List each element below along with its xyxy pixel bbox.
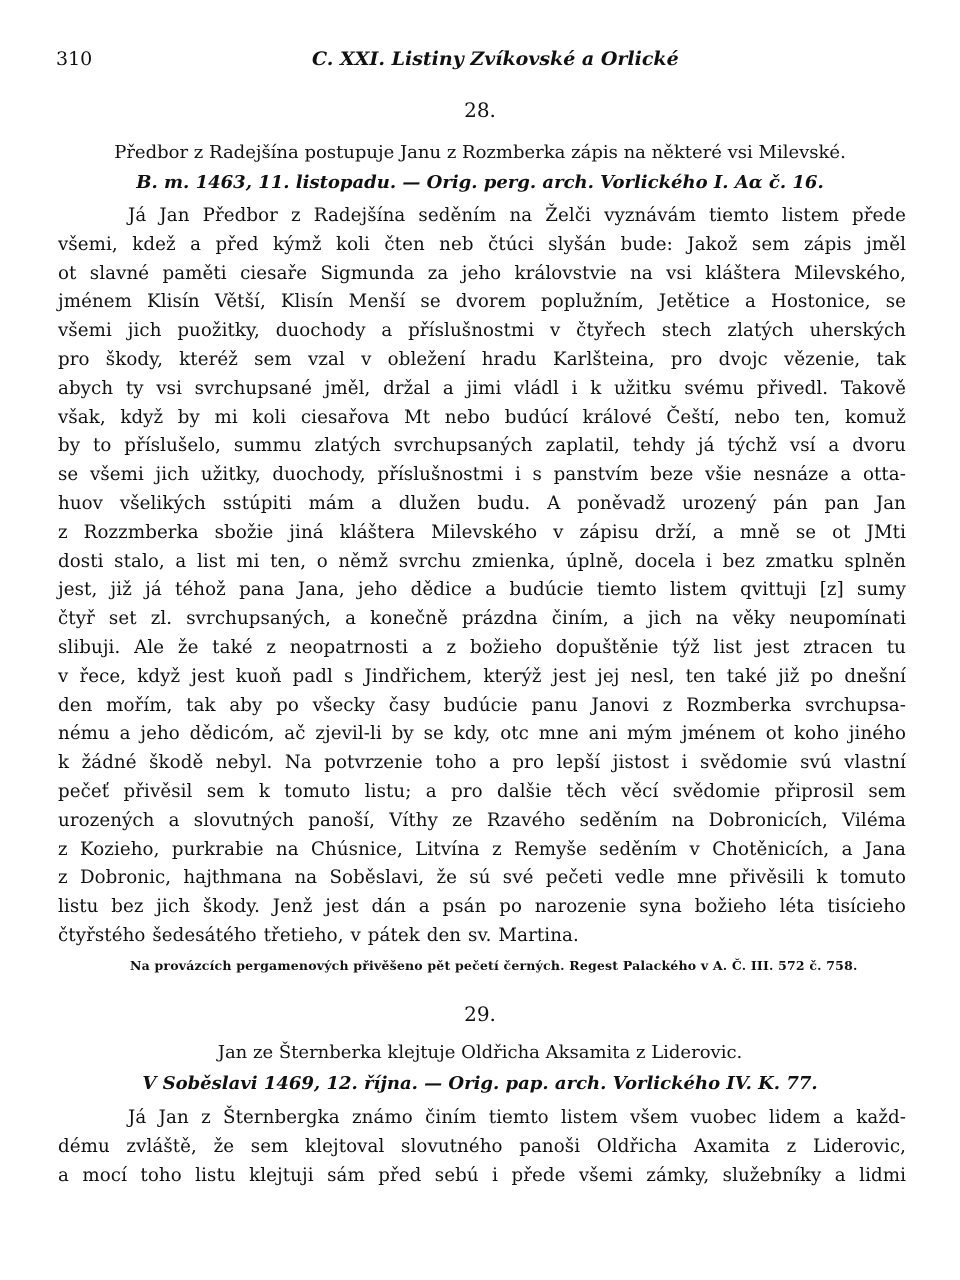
text-line: ot slavné paměti ciesaře Sigmunda za jeho královstvie na vsi kláštera Milevského,	[58, 262, 906, 284]
text-line: všemi jich puožitky, duochody a příslušnostmi v čtyřech stech zlatých uherských	[58, 320, 906, 342]
text-line: a mocí toho listu klejtuji sám před sebú i přede všemi zámky, služebníky a lidmi	[58, 1164, 906, 1186]
text-line: huov všelikých sstúpiti mám a dlužen budu. A poněvadž urozený pán pan Jan	[58, 492, 906, 514]
text-line: pečeť přivěsil sem k tomuto listu; a pro dalšie těch věcí svědomie připrosil sem	[58, 780, 906, 802]
running-head	[0, 48, 960, 78]
text-line: z Dobronic, hajthmana na Soběslavi, že sú své pečeti vedle mne přivěsili k tomuto	[58, 867, 906, 889]
running-title: C. XXI. Listiny Zvíkovské a Orlické	[312, 48, 679, 70]
doc29-source: V Soběslavi 1469, 12. října. — Orig. pap. arch. Vorlického IV. K. 77.	[142, 1073, 818, 1094]
text-line: jest, již já téhož pana Jana, jeho dědice a budúcie tiemto listem qvittuji [z] sumy	[58, 579, 906, 601]
text-line: se všemi jich užitky, duochody, příslušnostmi i s panstvím beze všie nesnáze a otta-	[58, 464, 906, 486]
page-number: 310	[56, 48, 93, 70]
text-line: z Kozieho, purkrabie na Chúsnice, Litvína z Remyše seděním v Chotěnicích, a Jana	[58, 838, 906, 860]
doc28-number: 28.	[464, 98, 496, 122]
text-line: k žádné škodě nebyl. Na potvrzenie toho a pro lepší jistost i svědomie svú vlastní	[58, 752, 906, 774]
text-line: nému a jeho dědicóm, ač zjevil-li by se kdy, otc mne ani mým jménem ot koho jiného	[58, 723, 906, 745]
text-line: v řece, když jest kuoň padl s Jindřichem, kterýž jest jej nesl, ten také již po dnešní	[58, 665, 906, 687]
doc29-title: Jan ze Šternberka klejtuje Oldřicha Aksamita z Liderovic.	[217, 1042, 743, 1063]
doc28-source: B. m. 1463, 11. listopadu. — Orig. perg. arch. Vorlického I. Aα č. 16.	[136, 172, 824, 193]
doc28-note: Na provázcích pergamenových přivěšeno pět pečetí černých. Regest Palackého v A. Č. III. 572 č. 758.	[130, 958, 858, 973]
text-line: dosti stalo, a list mi ten, o němž svrchu zmienka, úplně, docela i bez zmatku splněn	[58, 550, 906, 572]
doc29-body	[58, 1104, 906, 1190]
text-line: dému zvláště, že sem klejtoval slovutného panoši Oldřicha Axamita z Liderovic,	[58, 1135, 906, 1157]
text-line: pro škody, kteréž sem vzal v obležení hradu Karlšteina, pro dvojc vězenie, tak	[58, 348, 906, 370]
text-line: abych ty vsi svrchupsané jměl, držal a jimi vládl i k užitku svému přivedl. Takově	[58, 377, 906, 399]
text-line: jménem Klisín Větší, Klisín Menší se dvorem poplužním, Jetětice a Hostonice, se	[58, 291, 906, 313]
text-line: čtyřstého šedesátého třetieho, v pátek den sv. Martina.	[58, 924, 579, 946]
doc29-number: 29.	[464, 1002, 496, 1026]
text-line: urozených a slovutných panoší, Víthy ze Rzavého seděním na Dobronicích, Viléma	[58, 809, 906, 831]
text-line: čtyř set zl. svrchupsaných, a konečně prázdna činím, a jich na věky neupomínati	[58, 608, 906, 630]
text-line: by to příslušelo, summu zlatých svrchupsaných zaplatil, tehdy já týchž vsí a dvoru	[58, 435, 906, 457]
text-line: slibuji. Ale že také z neopatrnosti a z božieho dopuštěnie týž list jest ztracen tu	[58, 636, 906, 658]
text-line: však, když by mi koli ciesařova Mt nebo budúcí králové Čeští, nebo ten, komuž	[58, 406, 906, 428]
text-line: Já Jan z Šternbergka známo činím tiemto listem všem vuobec lidem a každ-	[128, 1107, 906, 1128]
text-line: z Rozzmberka sbožie jiná kláštera Milevského v zápisu drží, a mně se ot JMti	[58, 521, 906, 543]
doc28-body	[58, 202, 906, 951]
doc28-title: Předbor z Radejšína postupuje Janu z Rozmberka zápis na některé vsi Milevské.	[114, 142, 846, 163]
text-line: všemi, kdež a před kýmž koli čten neb čtúci slyšán bude: Jakož sem zápis jměl	[58, 233, 906, 255]
text-line: Já Jan Předbor z Radejšína seděním na Želči vyznávám tiemto listem přede	[128, 205, 906, 226]
text-line: den mořím, tak aby po všecky časy budúcie panu Janovi z Rozmberka svrchupsa-	[58, 694, 906, 716]
text-line: listu bez jich škody. Jenž jest dán a psán po narozenie syna božieho léta tisícieho	[58, 896, 906, 918]
